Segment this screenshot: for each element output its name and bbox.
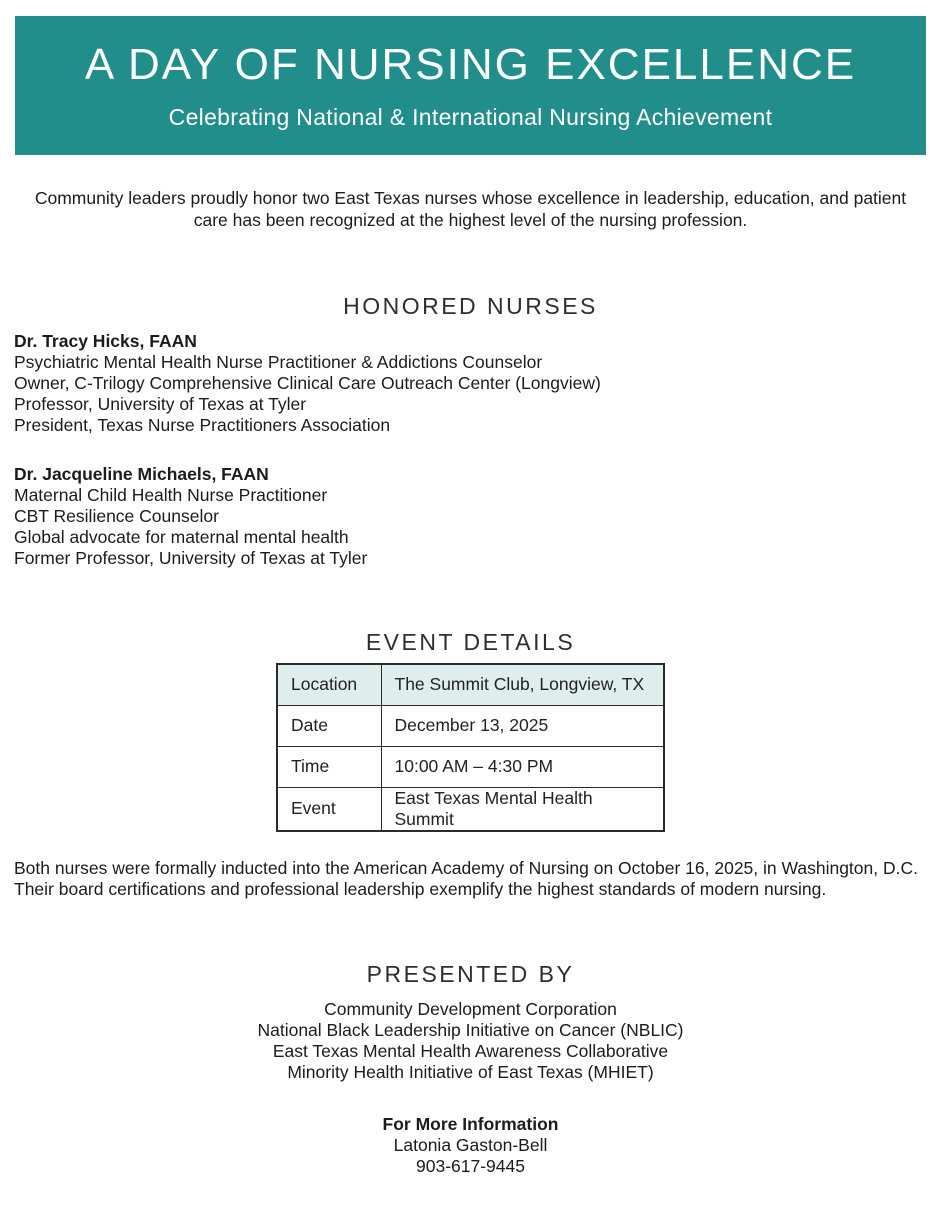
event-location-label: Location bbox=[277, 664, 381, 705]
nurse-profile-jacqueline-michaels bbox=[14, 464, 927, 569]
organization-name: National Black Leadership Initiative on Cancer (NBLIC) bbox=[257, 1019, 684, 1040]
flyer-title: A DAY OF NURSING EXCELLENCE bbox=[84, 40, 857, 89]
event-date-label: Date bbox=[277, 705, 381, 746]
banner bbox=[15, 16, 926, 155]
nurse-credential-line: Professor, University of Texas at Tyler bbox=[14, 394, 307, 414]
induction-note: Both nurses were formally inducted into the American Academy of Nursing on October 16, 2025, in Washington, D.C. Their board certifications and professional leadership exemplify the highest standards of modern nursing. bbox=[14, 857, 918, 899]
organization-name: East Texas Mental Health Awareness Collaborative bbox=[272, 1040, 669, 1061]
table-row bbox=[277, 787, 664, 831]
nurse-credential-line: President, Texas Nurse Practitioners Association bbox=[14, 415, 391, 435]
table-row bbox=[277, 705, 664, 746]
nurse-name: Dr. Jacqueline Michaels, FAAN bbox=[14, 464, 269, 484]
nurse-credential-line: Owner, C-Trilogy Comprehensive Clinical Care Outreach Center (Longview) bbox=[14, 373, 601, 393]
nurse-credential-line: CBT Resilience Counselor bbox=[14, 506, 219, 526]
event-details-heading: EVENT DETAILS bbox=[365, 629, 576, 655]
contact-block bbox=[0, 1114, 941, 1177]
nurse-credential-line: Psychiatric Mental Health Nurse Practitioner & Addictions Counselor bbox=[14, 352, 543, 372]
event-time-value: 10:00 AM – 4:30 PM bbox=[381, 746, 664, 787]
organization-name: Minority Health Initiative of East Texas (MHIET) bbox=[287, 1061, 654, 1082]
contact-phone: 903-617-9445 bbox=[416, 1155, 525, 1176]
organization-name: Community Development Corporation bbox=[324, 998, 617, 1019]
table-row bbox=[277, 664, 664, 705]
flyer-subtitle: Celebrating National & International Nursing Achievement bbox=[168, 104, 773, 130]
nurse-credential-line: Former Professor, University of Texas at Tyler bbox=[14, 548, 368, 568]
event-time-label: Time bbox=[277, 746, 381, 787]
nurse-credential-line: Maternal Child Health Nurse Practitioner bbox=[14, 485, 328, 505]
event-location-value: The Summit Club, Longview, TX bbox=[381, 664, 664, 705]
event-details-table bbox=[276, 663, 665, 832]
event-date-value: December 13, 2025 bbox=[381, 705, 664, 746]
event-name-value: East Texas Mental Health Summit bbox=[381, 787, 664, 831]
presenter-organizations bbox=[0, 999, 941, 1083]
intro-paragraph: Community leaders proudly honor two East Texas nurses whose excellence in leadership, education, and patient care has been recognized at the highest level of the nursing profession. bbox=[34, 188, 907, 230]
nurse-credential-line: Global advocate for maternal mental health bbox=[14, 527, 349, 547]
flyer-page bbox=[0, 16, 941, 1177]
honored-nurses-heading: HONORED NURSES bbox=[343, 293, 598, 319]
event-name-label: Event bbox=[277, 787, 381, 831]
table-row bbox=[277, 746, 664, 787]
contact-heading: For More Information bbox=[382, 1113, 559, 1134]
contact-name: Latonia Gaston-Bell bbox=[393, 1134, 548, 1155]
nurse-name: Dr. Tracy Hicks, FAAN bbox=[14, 331, 197, 351]
nurse-profile-tracy-hicks bbox=[14, 331, 927, 436]
presented-by-heading: PRESENTED BY bbox=[366, 960, 575, 987]
